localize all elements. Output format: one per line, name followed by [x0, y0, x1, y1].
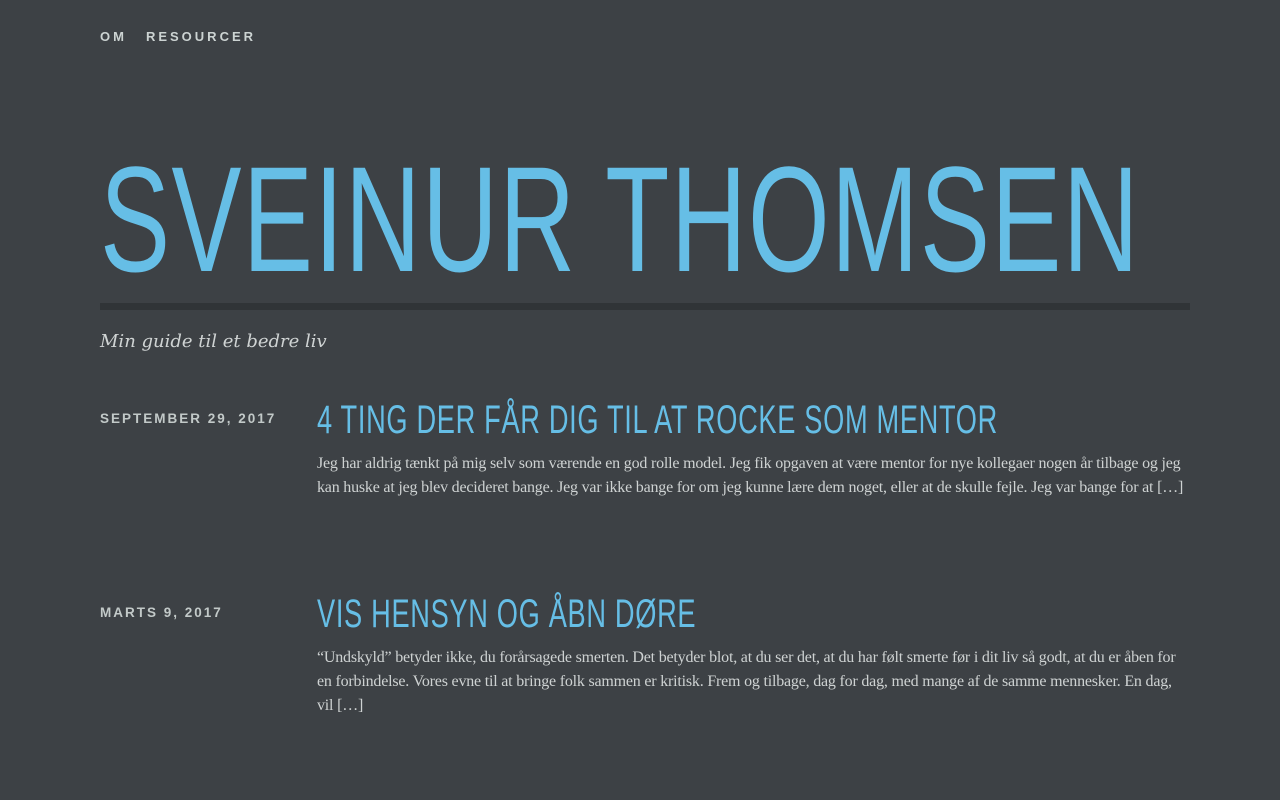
post-title-text: 4 TING DER FÅR DIG TIL AT ROCKE SOM MENTOR	[317, 398, 998, 442]
post-entry	[100, 398, 1190, 500]
post-date: MARTS 9, 2017	[100, 605, 223, 620]
post-entry	[100, 592, 1190, 718]
post-date: SEPTEMBER 29, 2017	[100, 411, 277, 426]
post-list	[100, 398, 1190, 718]
site-tagline: Min guide til et bedre liv	[100, 331, 327, 352]
nav-link-resourcer[interactable]: RESOURCER	[145, 29, 257, 44]
page-container	[100, 0, 1190, 718]
nav-link-om[interactable]: OM	[100, 29, 127, 44]
post-title-text: VIS HENSYN OG ÅBN DØRE	[317, 592, 697, 636]
site-title-text: SVEINUR THOMSEN	[100, 135, 1141, 303]
header-divider	[100, 303, 1190, 310]
site-header	[100, 135, 1190, 352]
site-title-link[interactable]	[100, 135, 1190, 303]
post-title-link[interactable]	[317, 398, 1280, 442]
post-excerpt: Jeg har aldrig tænkt på mig selv som værende en god rolle model. Jeg fik opgaven at være mentor for nye kollegaer nogen år tilbage og jeg kan huske at jeg blev decideret bange. Jeg var ikke bange for om jeg kunne lære dem noget, eller at de skulle fejle. Jeg var bange for at […]	[317, 455, 1184, 496]
post-title-link[interactable]	[317, 592, 1190, 636]
post-excerpt: “Undskyld” betyder ikke, du forårsagede smerten. Det betyder blot, at du ser det, at du har følt smerte før i dit liv så godt, at du er åben for en forbindelse. Vores evne til at bringe folk sammen er kritisk. Frem og tilbage, dag for dag, med mange af de samme mennesker. En dag, vil […]	[317, 649, 1176, 714]
top-navigation	[100, 0, 1190, 44]
post-content	[317, 592, 1190, 718]
post-content	[317, 398, 1280, 500]
